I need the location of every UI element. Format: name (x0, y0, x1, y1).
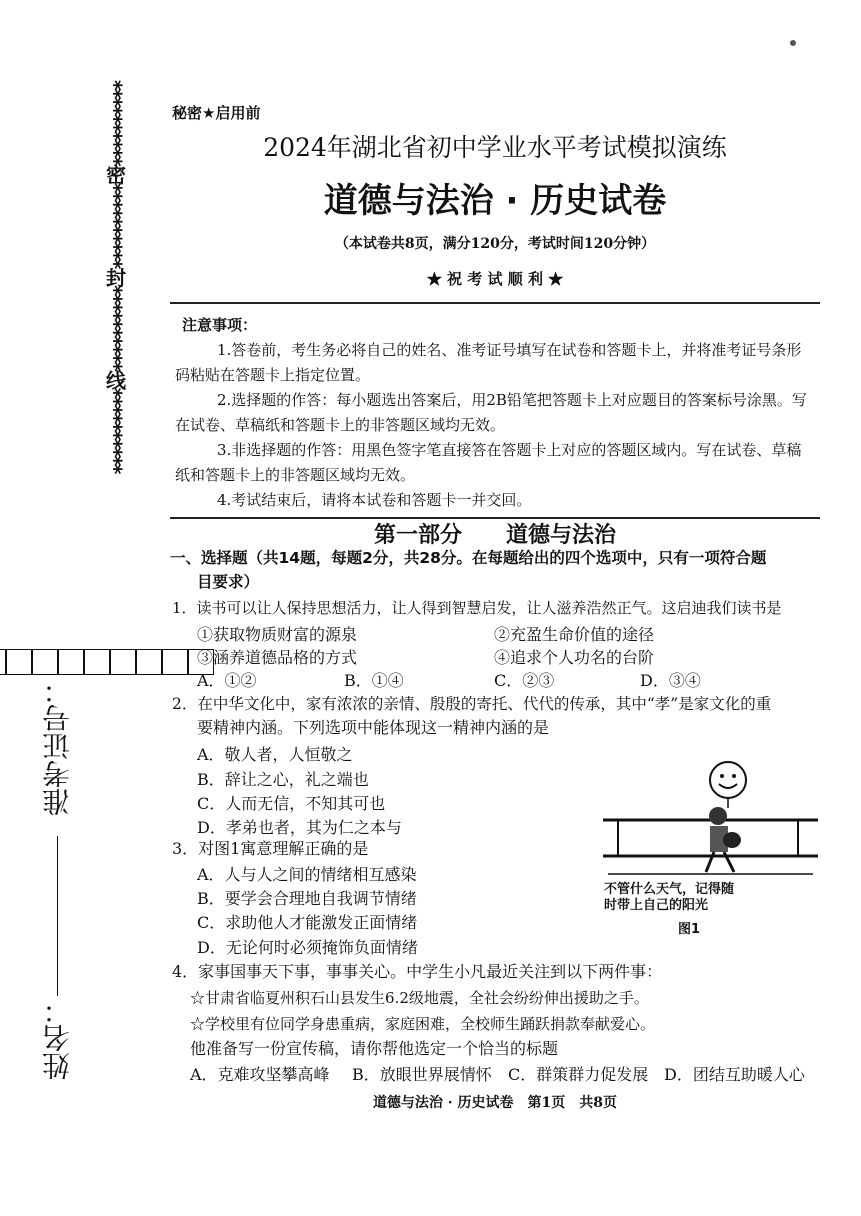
candidate-id-label: 准考证号： (41, 676, 74, 816)
q3-option-c: C．求助他人才能激发正面情绪 (197, 913, 418, 932)
q3-option-d: D．无论何时必须掩饰负面情绪 (197, 938, 418, 957)
q4-ask: 他准备写一份宣传稿，请你帮他选定一个恰当的标题 (190, 1039, 559, 1058)
q2-option-c: C．人而无信，不知其可也 (197, 794, 386, 813)
name-underline (58, 836, 59, 996)
q2-option-b: B．辞让之心，礼之端也 (197, 770, 369, 789)
figure-1-illustration (598, 758, 820, 878)
question-3-stem: 3．对图1寓意理解正确的是 (172, 839, 369, 858)
scan-speck (790, 40, 796, 46)
page-footer: 道德与法治 · 历史试卷 第1页 共8页 (372, 1095, 618, 1111)
q1-statement-4: ④追求个人功名的台阶 (494, 648, 655, 667)
candidate-id-box[interactable] (162, 649, 188, 675)
section-heading: 一、选择题（共14题，每题2分，共28分。在每题给出的四个选项中，只有一项符合题 (170, 549, 767, 567)
secret-mark: 秘密★启用前 (172, 104, 261, 122)
seal-line: **********密**********封**********线********** (102, 80, 127, 473)
exam-subtitle: 道德与法治 · 历史试卷 (323, 181, 667, 221)
figure-1-label: 图1 (678, 922, 701, 937)
question-4-stem: 4．家事国事天下事，事事关心。中学生小凡最近关注到以下两件事： (172, 962, 663, 981)
figure-caption-line: 不管什么天气，记得随 (604, 882, 735, 897)
note-item: 1.答卷前，考生务必将自己的姓名、准考证号填写在试卷和答题卡上，并将准考证号条形码粘贴在答题卡上指定位置。 (175, 341, 802, 384)
q4-item-1: ☆甘肃省临夏州积石山县发生6.2级地震，全社会纷纷伸出援助之手。 (190, 989, 649, 1007)
figure-1 (598, 758, 820, 938)
note-item: 4.考试结束后，请将本试卷和答题卡一并交回。 (217, 491, 532, 509)
note-item: 2.选择题的作答：每小题选出答案后，用2B铅笔把答题卡上对应题目的答案标号涂黑。写在试卷、草稿纸和答题卡上的非答题区域均无效。 (175, 391, 807, 434)
question-1-stem: 1．读书可以让人保持思想活力，让人得到智慧启发，让人滋养浩然正气。这启迪我们读书是 (172, 599, 782, 617)
q4-option-c: C．群策群力促发展 (508, 1065, 649, 1084)
q1-option-a: A．①② (197, 671, 257, 690)
q2-option-d: D．孝弟也者，其为仁之本与 (197, 818, 402, 837)
q2-option-a: A．敬人者，人恒敬之 (197, 745, 353, 764)
exam-info: （本试卷共8页，满分120分，考试时间120分钟） (334, 236, 656, 252)
part-title: 第一部分 道德与法治 (373, 523, 616, 548)
figure-caption-line: 时带上自己的阳光 (604, 898, 709, 913)
top-divider (170, 302, 820, 304)
binding-strip (28, 180, 88, 1080)
q4-option-b: B．放眼世界展情怀 (352, 1065, 492, 1084)
figure-1-caption (604, 882, 820, 914)
q4-option-a: A．克难攻坚攀高峰 (190, 1065, 330, 1084)
section-heading-cont: 目要求） (197, 573, 260, 591)
q1-option-c: C．②③ (494, 671, 555, 690)
q1-statement-2: ②充盈生命价值的途径 (494, 625, 655, 644)
blessing: ★ 祝 考 试 顺 利 ★ (426, 270, 564, 288)
q4-item-2: ☆学校里有位同学身患重病，家庭困难，全校师生踊跃捐款奉献爱心。 (190, 1015, 656, 1033)
q1-statement-1: ①获取物质财富的源泉 (197, 625, 358, 644)
candidate-id-box[interactable] (136, 649, 162, 675)
notes-title: 注意事项： (182, 316, 258, 334)
candidate-id-box[interactable] (6, 649, 32, 675)
q1-option-b: B．①④ (344, 671, 404, 690)
exam-title: 2024年湖北省初中学业水平考试模拟演练 (263, 133, 727, 162)
note-item: 3.非选择题的作答：用黑色签字笔直接答在答题卡上对应的答题区域内。写在试卷、草稿纸和答题卡上的非答题区域均无效。 (175, 441, 802, 484)
name-label: 姓名： (41, 996, 74, 1080)
q1-statement-3: ③涵养道德品格的方式 (197, 648, 358, 667)
q3-option-b: B．要学会合理地自我调节情绪 (197, 889, 417, 908)
q3-option-a: A．人与人之间的情绪相互感染 (197, 865, 417, 884)
question-2-stem: 2．在中华文化中，家有浓浓的亲情、殷殷的寄托、代代的传承，其中“孝”是家文化的重 (172, 695, 772, 713)
candidate-id-box[interactable] (58, 649, 84, 675)
candidate-id-box[interactable] (32, 649, 58, 675)
question-2-stem-cont: 要精神内涵。下列选项中能体现这一精神内涵的是 (197, 718, 550, 737)
q4-option-d: D．团结互助暖人心 (664, 1065, 805, 1084)
q1-option-d: D．③④ (640, 671, 701, 690)
